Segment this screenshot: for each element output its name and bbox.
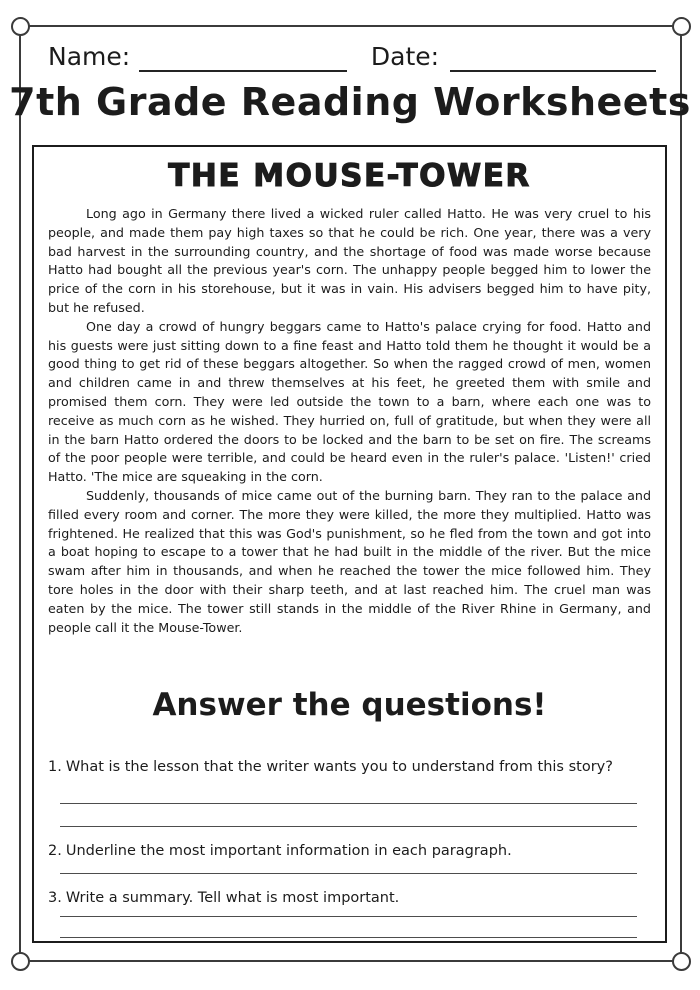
question-1-text: What is the lesson that the writer wants you to understand from this story? (65, 759, 613, 775)
name-date-row (48, 44, 656, 72)
questions-heading: Answer the questions! (152, 687, 547, 723)
story-heading: THE MOUSE-TOWER (168, 158, 531, 194)
questions-list (48, 757, 651, 938)
page-title: 7th Grade Reading Worksheets (9, 80, 691, 124)
name-label: Name: (48, 42, 131, 71)
story-paragraph-1: Long ago in Germany there lived a wicked ruler called Hatto. He was very cruel to his people, and made them pay high taxes so that he could be rich. One year, there was a very bad harvest in the surrounding country, and the shortage of food was made worse because Hatto had bought all the previous year's corn. The unhappy people begged him to lower the price of the corn in his storehouse, but it was in vain. His advisers begged him to have pity, but he refused. (48, 206, 651, 315)
answer-line[interactable] (60, 908, 637, 917)
answer-line[interactable] (60, 777, 637, 804)
frame-corner-circle-top-left (11, 17, 30, 36)
story-box (32, 145, 667, 943)
frame-top-line (19, 25, 682, 27)
answer-line[interactable] (60, 917, 637, 938)
frame-corner-circle-top-right (672, 17, 691, 36)
frame-bottom-line (19, 960, 682, 962)
question-2 (48, 841, 651, 861)
frame-right-line (680, 26, 682, 961)
question-3-number: 3. (48, 890, 62, 906)
question-3 (48, 888, 651, 908)
frame-corner-circle-bottom-right (672, 952, 691, 971)
question-2-number: 2. (48, 843, 62, 859)
question-3-text: Write a summary. Tell what is most important. (65, 890, 400, 906)
story-paragraph-3: Suddenly, thousands of mice came out of the burning barn. They ran to the palace and filled every room and corner. The more they were killed, the more they multiplied. Hatto was frightened. He realized that this was God's punishment, so he fled from the town and got into a boat hoping to escape to a tower that he had built in the middle of the river. But the mice swam after him in thousands, and when he reached the tower the mice followed him. They tore holes in the door with their sharp teeth, and at last reached him. The cruel man was eaten by the mice. The tower still stands in the middle of the River Rhine in Germany, and people call it the Mouse-Tower. (48, 487, 651, 635)
question-1 (48, 757, 651, 777)
frame-left-line (19, 26, 21, 961)
date-field-line[interactable] (450, 46, 656, 72)
date-label: Date: (370, 42, 440, 71)
story-paragraph-2: One day a crowd of hungry beggars came to Hatto's palace crying for food. Hatto and his guests were just sitting down to a fine feast and Hatto told them he thought it would be a good thing to get rid of these beggars altogether. So when the ragged crowd of men, women and children came in and threw themselves at his feet, he greeted them with smile and promised them corn. They were led outside the town to a barn, where each one was to receive as much corn as he wished. They hurried on, full of gratitude, but when they were all in the barn Hatto ordered the doors to be locked and the barn to be set on fire. The screams of the poor people were terrible, and could be heard even in the ruler's palace. 'Listen!' cried Hatto. 'The mice are squeaking in the corn. (48, 318, 651, 485)
question-1-number: 1. (48, 759, 62, 775)
frame-corner-circle-bottom-left (11, 952, 30, 971)
name-field-line[interactable] (139, 46, 347, 72)
story-text (48, 205, 651, 685)
answer-line[interactable] (60, 861, 637, 874)
answer-line[interactable] (60, 804, 637, 827)
question-2-text: Underline the most important information in each paragraph. (65, 843, 512, 859)
